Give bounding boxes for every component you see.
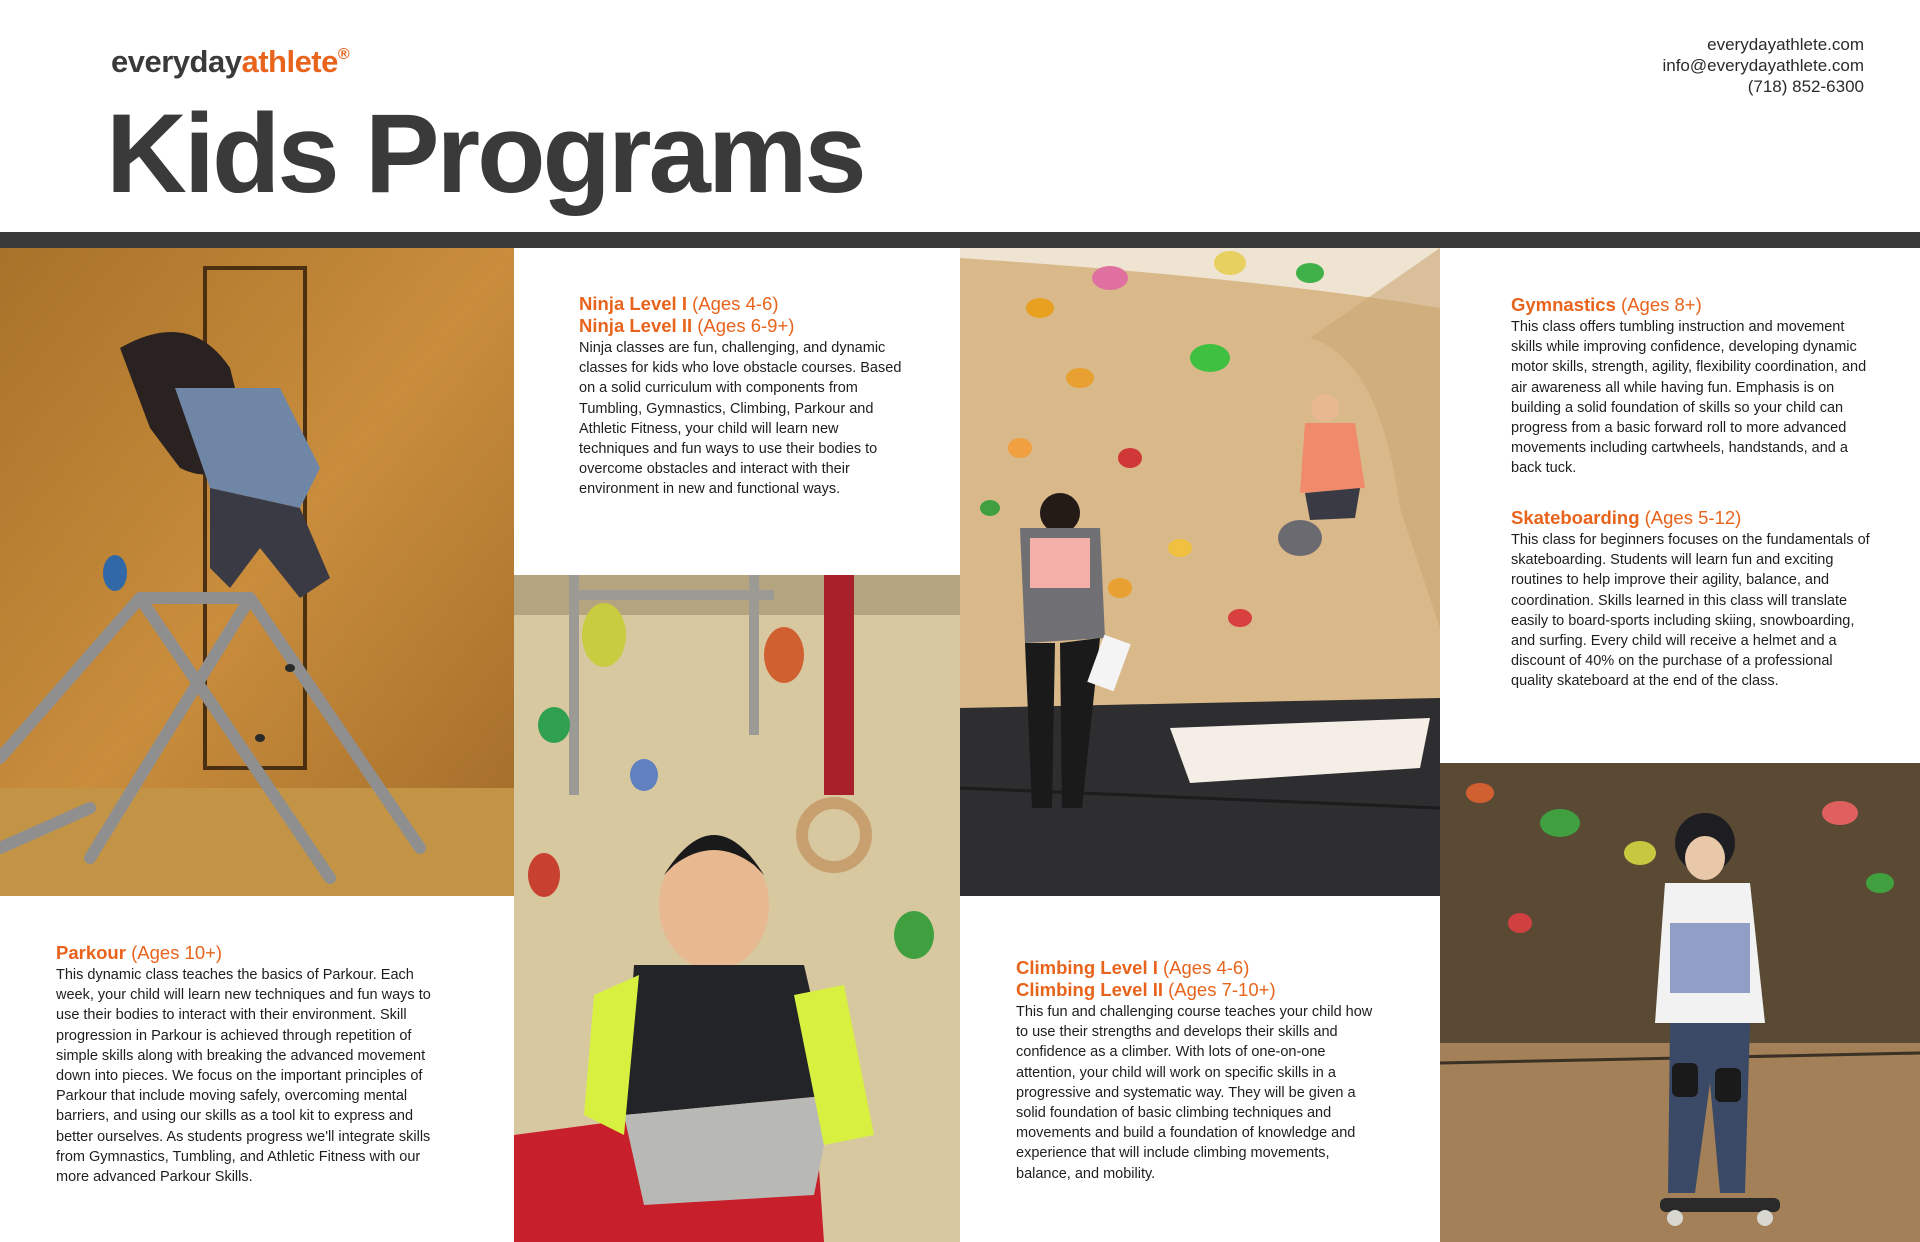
skateboarding-program-section — [1511, 507, 1871, 692]
climbing-program-section — [1016, 957, 1386, 1184]
skateboarding-heading: Skateboarding (Ages 5-12) — [1511, 507, 1742, 528]
parkour-heading: Parkour (Ages 10+) — [56, 942, 223, 963]
parkour-description: This dynamic class teaches the basics of Parkour. Each week, your child will learn new techniques and fun ways to use their bodies to interact with their environment. Skill progression in Parkour is achieved through repetition of simple skills along with breaking the advanced movement down into pieces. We focus on the important principles of Parkour that include moving safely, overcoming mental barriers, and using our skills as a tool kit to express and better ourselves. As students progress we'll integrate skills from Gymnastics, Tumbling, and Athletic Fitness with our more advanced Parkour Skills. — [56, 967, 431, 1186]
website-link[interactable]: everydayathlete.com — [1707, 35, 1864, 54]
contact-info — [1662, 34, 1864, 97]
climbing-level-1-heading: Climbing Level I (Ages 4-6) — [1016, 957, 1250, 978]
ninja-photo — [514, 575, 960, 1242]
climbing-description: This fun and challenging course teaches your child how to use their strengths and develops their skills and confidence as a climber. With lots of one-on-one attention, your child will work on specific skills in a progressive and systematic way. They will be given a solid foundation of basic climbing techniques and movements and build a foundation of knowledge and experience that will include climbing movements, balance, and mobility. — [1016, 1004, 1373, 1182]
ninja-description: Ninja classes are fun, challenging, and dynamic classes for kids who love obstacle courses. Based on a solid curriculum with components from Tumbling, Gymnastics, Climbing, Parkour and Athletic Fitness, your child will learn new techniques and fun ways to use their bodies to overcome obstacles and interact with their environment in new and functional ways. — [579, 340, 902, 498]
registered-mark: ® — [337, 46, 350, 63]
gymnastics-heading: Gymnastics (Ages 8+) — [1511, 294, 1702, 315]
ninja-program-section — [579, 293, 909, 500]
climbing-photo — [960, 248, 1440, 896]
gymnastics-description: This class offers tumbling instruction and movement skills while improving confidence, developing dynamic motor skills, strength, agility, flexibility coordination, and air awareness all while having fun. Emphasis is on building a solid foundation of skills so your child can progress from a basic forward roll to more advanced movements including cartwheels, handstands, and a back tuck. — [1511, 319, 1867, 477]
parkour-program-section — [56, 942, 446, 1187]
logo-text-everyday: everyday — [111, 44, 242, 79]
header-divider-bar — [0, 232, 1920, 248]
skateboarding-description: This class for beginners focuses on the fundamentals of skateboarding. Students will learn fun and exciting routines to help improve their agility, balance, and coordination. Skills learned in this class will translate easily to board-sports including skiing, snowboarding, and surfing. Every child will receive a helmet and a discount of 40% on the purchase of a professional quality skateboard at the end of the class. — [1511, 532, 1870, 690]
skateboarding-photo — [1440, 763, 1920, 1242]
page-title: Kids Programs — [106, 91, 864, 216]
brand-logo — [111, 44, 349, 80]
phone-number[interactable]: (718) 852-6300 — [1747, 77, 1864, 96]
ninja-level-1-heading: Ninja Level I (Ages 4-6) — [579, 293, 779, 314]
parkour-photo — [0, 248, 514, 896]
logo-text-athlete: athlete — [241, 44, 338, 79]
email-link[interactable]: info@everydayathlete.com — [1662, 56, 1864, 75]
gymnastics-program-section — [1511, 294, 1871, 479]
ninja-level-2-heading: Ninja Level II (Ages 6-9+) — [579, 315, 795, 336]
climbing-level-2-heading: Climbing Level II (Ages 7-10+) — [1016, 979, 1276, 1000]
